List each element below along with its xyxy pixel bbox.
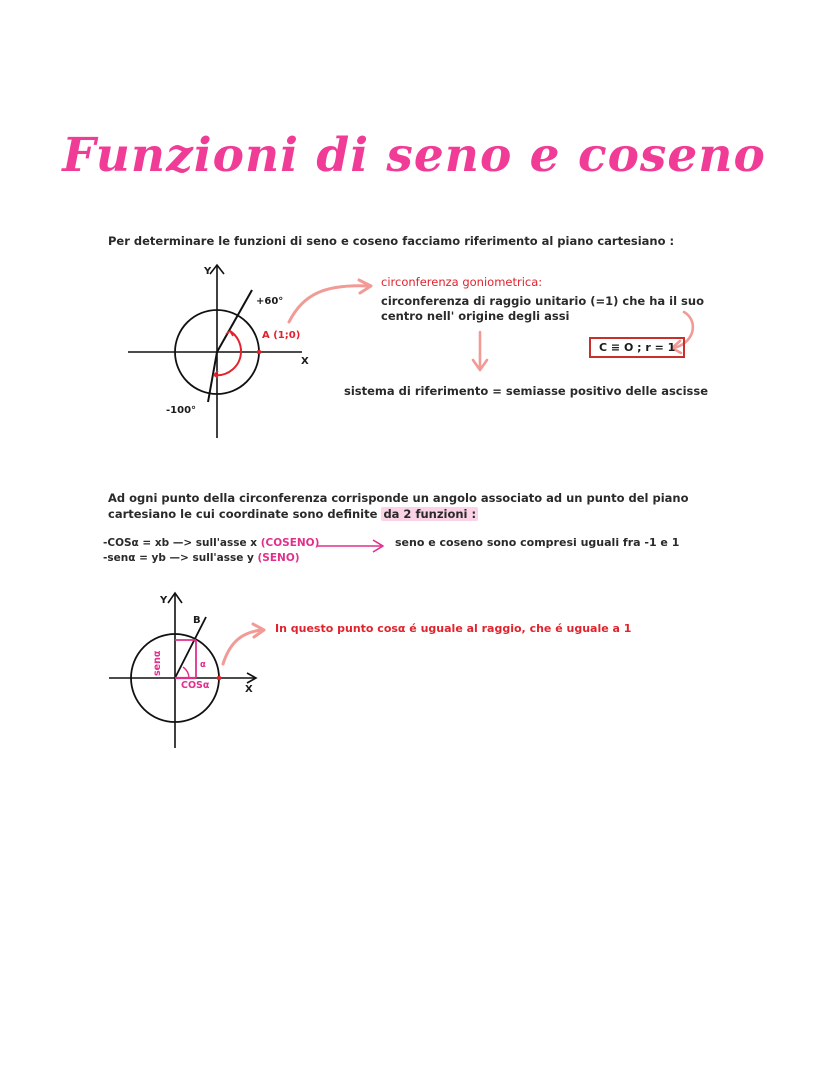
intro-text: Per determinare le funzioni di seno e coseno facciamo riferimento al piano cartesiano :	[108, 234, 675, 248]
arrow-to-note-2	[220, 620, 270, 668]
sen-alpha-label: senα	[152, 650, 163, 676]
circle-note-heading: circonferenza goniometrica:	[381, 275, 543, 289]
range-note: seno e coseno sono compresi uguali fra -1 e 1	[395, 536, 680, 549]
para2-line-1: Ad ogni punto della circonferenza corrisponde un angolo associato ad un punto del piano	[108, 491, 689, 505]
reference-system-text: sistema di riferimento = semiasse positivo delle ascisse	[344, 384, 709, 398]
alpha-label: α	[200, 660, 206, 670]
sen-definition: -senα = yb —> sull'asse y	[103, 552, 254, 564]
x-axis-label-2: X	[245, 684, 253, 695]
para2-line-2: cartesiano le cui coordinate sono definite	[108, 507, 378, 521]
angle-plus-60: +60°	[256, 296, 284, 307]
para2-highlight: da 2 funzioni :	[383, 507, 477, 521]
circle-note-line-2: centro nell' origine degli assi	[381, 309, 570, 323]
arrow-down	[470, 330, 490, 374]
diagram2-note: In questo punto cosα é uguale al raggio, che é uguale a 1	[275, 622, 632, 635]
y-axis-label: Y	[204, 266, 212, 277]
cos-definition: -COSα = xb —> sull'asse x	[103, 537, 258, 549]
arrow-to-range	[315, 538, 387, 554]
page-title: Funzioni di seno e coseno	[62, 128, 766, 183]
unit-circle-diagram-2	[105, 590, 270, 755]
sen-tag: (SENO)	[257, 552, 300, 564]
circle-note-line-1: circonferenza di raggio unitario (=1) che ha il suo	[381, 294, 704, 308]
cos-tag: (COSENO)	[260, 537, 320, 549]
angle-minus-100: -100°	[166, 405, 197, 416]
point-b-label: B	[193, 615, 201, 626]
y-axis-label-2: Y	[160, 595, 168, 606]
arrow-to-note	[285, 278, 380, 326]
cos-alpha-label: COSα	[181, 680, 210, 691]
x-axis-label: X	[301, 356, 309, 367]
circle-definition-box: C ≡ O ; r = 1	[589, 337, 685, 358]
point-a-label: A (1;0)	[262, 330, 301, 341]
